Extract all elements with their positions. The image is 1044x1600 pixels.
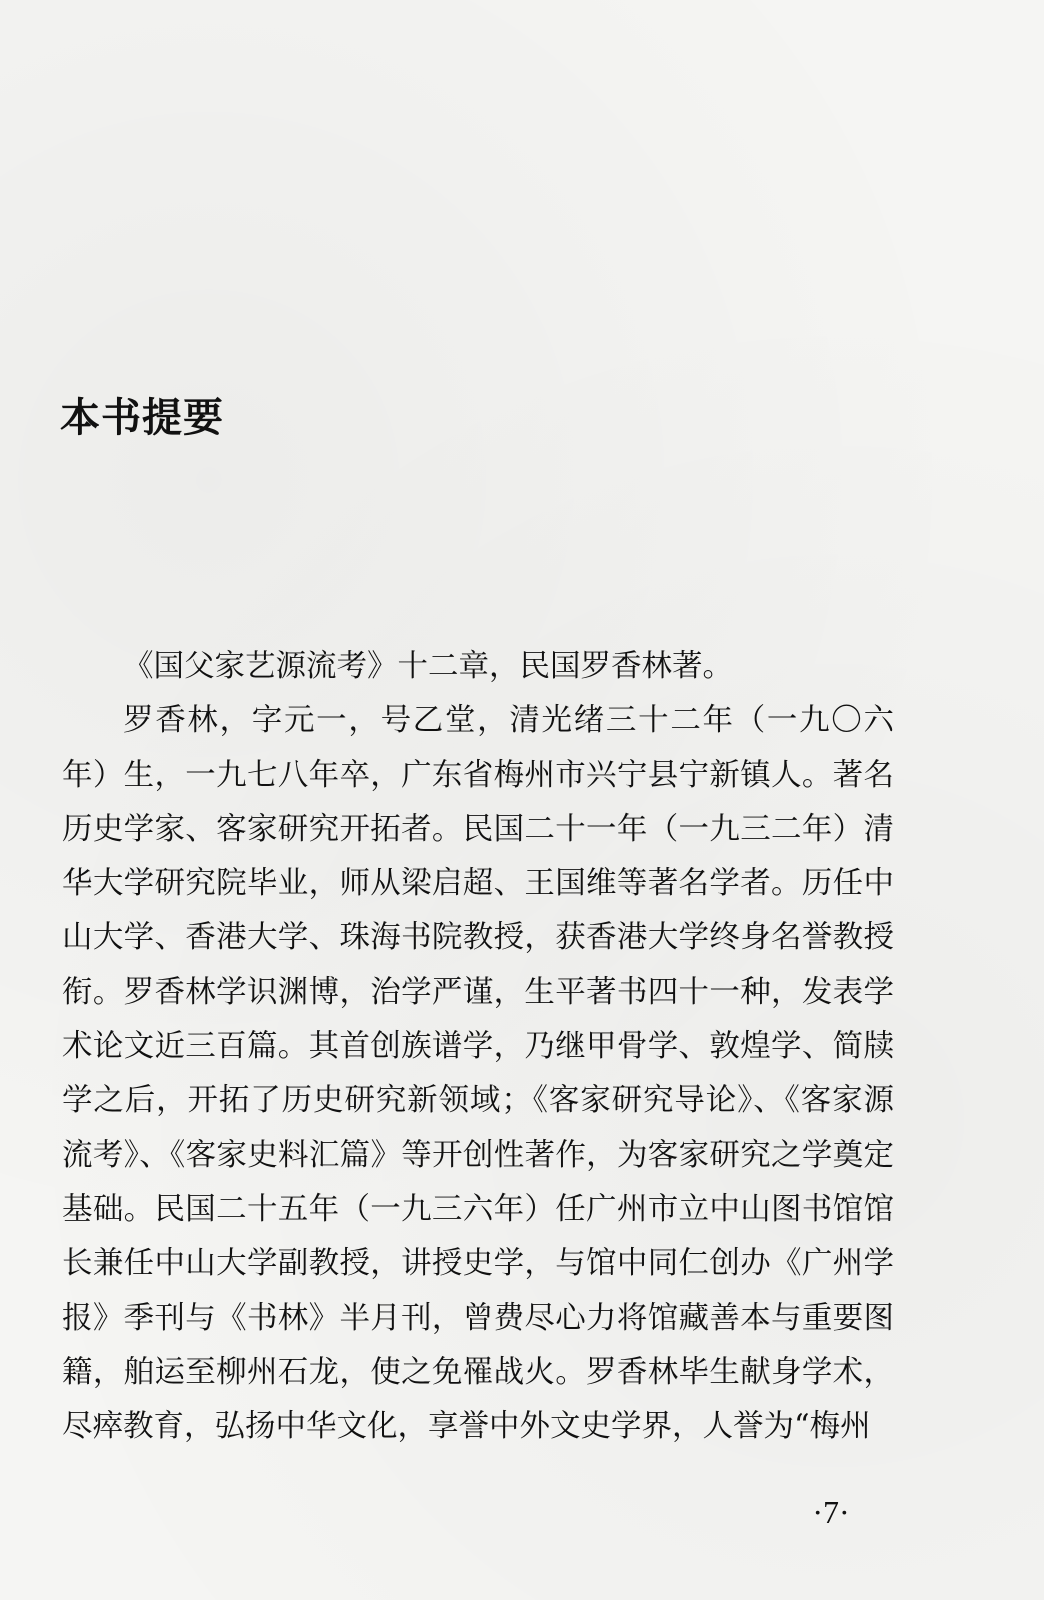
body-text <box>62 640 894 1454</box>
paragraph-1: 《国父家艺源流考》十二章，民国罗香林著。 <box>123 649 733 684</box>
paragraph-2: 罗香林，字元一，号乙堂，清光绪三十二年（一九〇六年）生，一九七八年卒，广东省梅州市兴宁县宁新镇人。著名历史学家、客家研究开拓者。民国二十一年（一九三二年）清华大学研究院毕业，师从梁启超、王国维等著名学者。历任中山大学、香港大学、珠海书院教授，获香港大学终身名誉教授衔。罗香林学识渊博，治学严谨，生平著书四十一种，发表学术论文近三百篇。其首创族谱学，乃继甲骨学、敦煌学、简牍学之后，开拓了历史研究新领域；《客家研究导论》、《客家源流考》、《客家史料汇篇》等开创性著作，为客家研究之学奠定基础。民国二十五年（一九三六年）任广州市立中山图书馆馆长兼任中山大学副教授，讲授史学，与馆中同仁创办《广州学报》季刊与《书林》半月刊，曾费尽心力将馆藏善本与重要图籍，舶运至柳州石龙，使之免罹战火。罗香林毕生献身学术，尽瘁教育，弘扬中华文化，享誉中外文史学界，人誉为“梅州 <box>62 703 894 1445</box>
section-heading: 本书提要 <box>60 395 224 441</box>
page-number: ·7· <box>812 1494 850 1530</box>
